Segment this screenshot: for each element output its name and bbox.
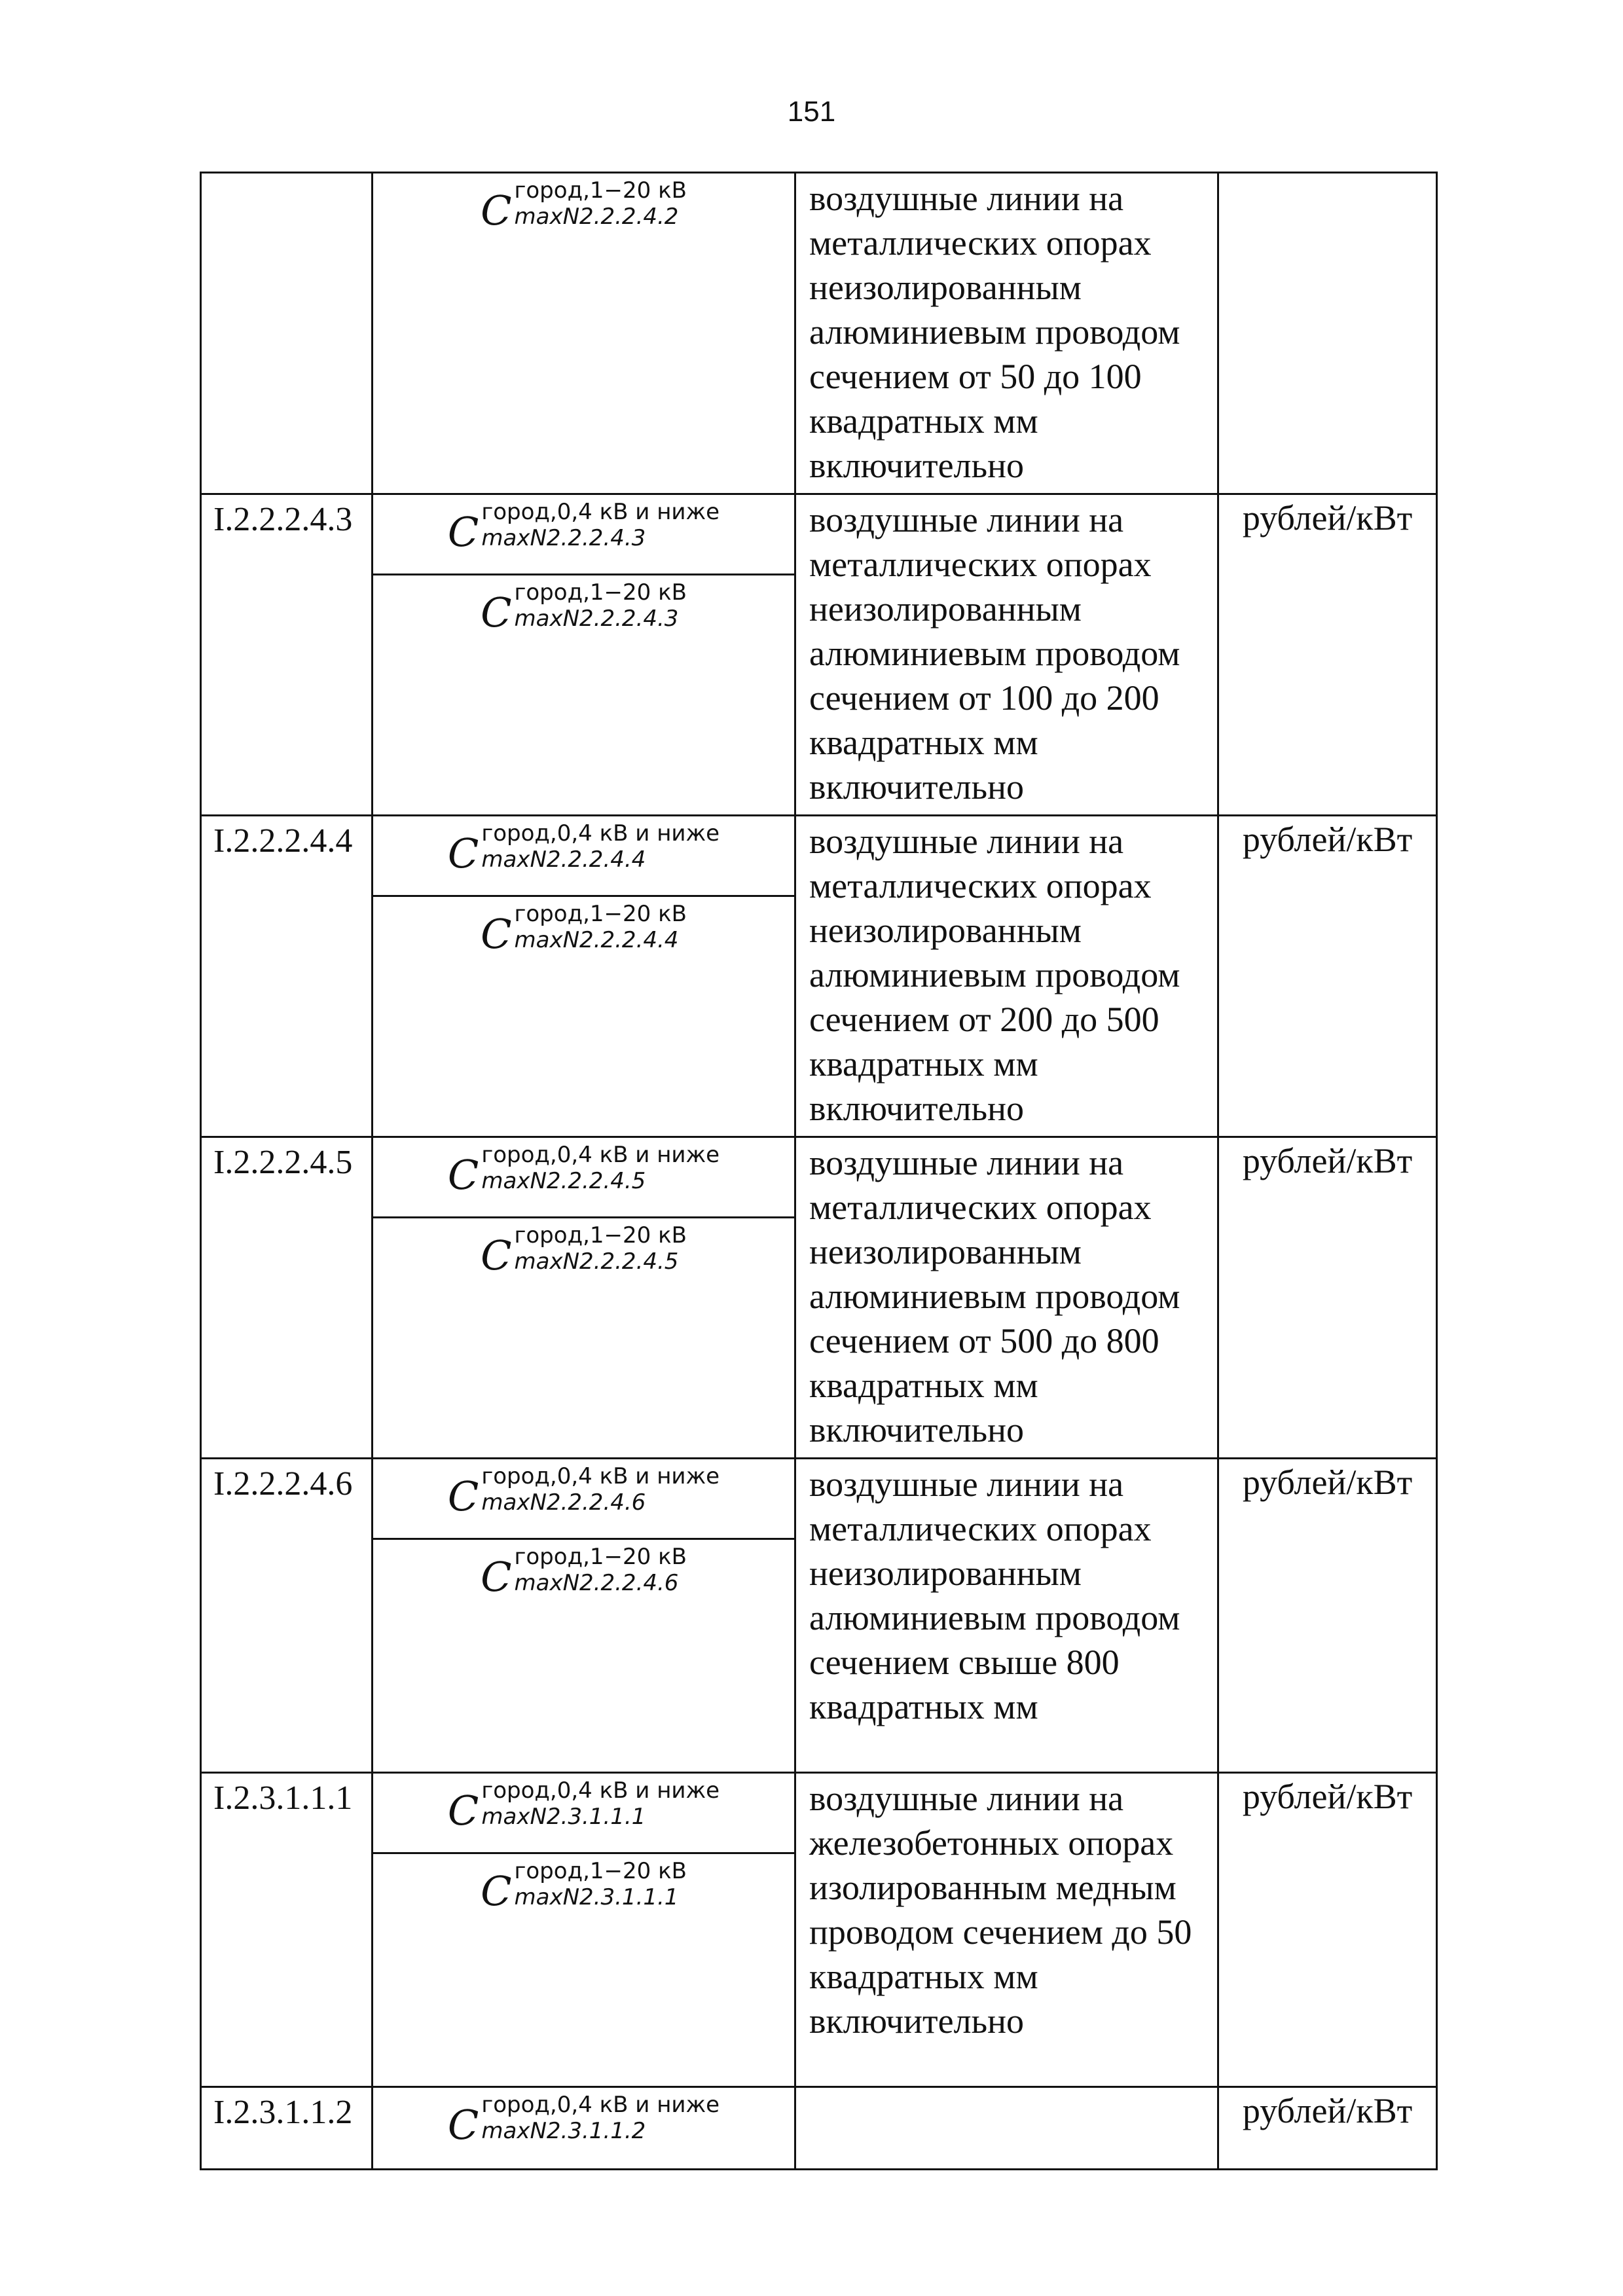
unit-cell: рублей/кВт [1218,816,1437,1137]
description-cell: воздушные линии на металлических опорах неизолированным алюминиевым проводом сечением от 200 до 500 квадратных мм включительно [795,816,1218,1137]
formula [373,901,794,958]
formula-block [373,1459,794,1538]
formula-scripts [481,499,720,551]
formula-scripts [515,177,687,230]
formula-block [373,2088,794,2166]
formula-subscript: maxN2.2.2.4.4 [514,927,679,953]
code-cell: I.2.2.2.4.5 [201,1137,373,1459]
formula-superscript: город,1−20 кВ [514,1222,687,1248]
formula-base: C [447,508,479,556]
code-cell: I.2.3.1.1.2 [201,2087,373,2170]
formula [373,499,794,556]
formula-block [373,1774,794,1852]
unit-cell: рублей/кВт [1218,1459,1437,1773]
formula-subscript: maxN2.2.2.4.6 [481,1489,646,1516]
formula-base: C [481,187,512,234]
formula-base: C [447,1787,479,1834]
table-row [201,1137,1437,1459]
formula-base: C [481,589,512,636]
formula-superscript: город,0,4 кВ и ниже [481,1463,720,1489]
formula [373,1142,794,1199]
table-row [201,1773,1437,2087]
formula-scripts [481,1142,720,1194]
formula [373,1463,794,1520]
formula-scripts [515,579,687,632]
formula-scripts [481,2092,720,2144]
formula-base: C [447,2101,479,2149]
formula-scripts [515,1222,687,1275]
formula [373,1777,794,1834]
unit-cell [1218,173,1437,494]
formula-block [373,816,794,895]
formula-cell [373,173,795,494]
formula-superscript: город,0,4 кВ и ниже [481,1777,720,1804]
description-cell: воздушные линии на железобетонных опорах изолированным медным проводом сечением до 50 квадратных мм включительно [795,1773,1218,2087]
table-body [201,173,1437,2170]
table-row [201,816,1437,1137]
formula-subscript: maxN2.2.2.4.3 [514,606,679,632]
formula-subscript: maxN2.3.1.1.2 [481,2118,646,2144]
formula-scripts [481,820,720,873]
description-cell: воздушные линии на металлических опорах неизолированным алюминиевым проводом сечением от 100 до 200 квадратных мм включительно [795,494,1218,816]
formula-block [373,1538,794,1618]
table-row [201,494,1437,816]
formula-base: C [481,1553,512,1601]
formula-subscript: maxN2.2.2.4.4 [481,847,646,873]
table-row [201,1459,1437,1773]
description-cell: воздушные линии на металлических опорах неизолированным алюминиевым проводом сечением свыше 800 квадратных мм [795,1459,1218,1773]
formula-subscript: maxN2.3.1.1.1 [514,1884,679,1910]
table-row [201,2087,1437,2170]
formula-subscript: maxN2.3.1.1.1 [481,1804,646,1830]
formula-base: C [481,1867,512,1915]
formula-base: C [447,829,479,877]
formula-scripts [515,901,687,953]
formula [373,1222,794,1279]
formula-superscript: город,1−20 кВ [514,579,687,606]
formula [373,2092,794,2149]
formula-superscript: город,1−20 кВ [514,177,687,204]
unit-cell: рублей/кВт [1218,494,1437,816]
formula-base: C [481,1231,512,1279]
formula [373,1858,794,1915]
table-row [201,173,1437,494]
formula-block [373,1138,794,1216]
code-cell: I.2.2.2.4.3 [201,494,373,816]
description-cell: воздушные линии на металлических опорах неизолированным алюминиевым проводом сечением от 500 до 800 квадратных мм включительно [795,1137,1218,1459]
unit-cell: рублей/кВт [1218,1773,1437,2087]
formula-superscript: город,0,4 кВ и ниже [481,1142,720,1168]
formula-base: C [481,910,512,958]
formula-cell [373,816,795,1137]
description-cell: воздушные линии на металлических опорах неизолированным алюминиевым проводом сечением от 50 до 100 квадратных мм включительно [795,173,1218,494]
formula-block [373,1216,794,1297]
formula-cell [373,1137,795,1459]
code-cell: I.2.3.1.1.1 [201,1773,373,2087]
formula-superscript: город,1−20 кВ [514,1858,687,1884]
formula-scripts [515,1858,687,1910]
formula [373,1544,794,1601]
formula-superscript: город,0,4 кВ и ниже [481,499,720,525]
code-cell: I.2.2.2.4.4 [201,816,373,1137]
formula-subscript: maxN2.2.2.4.6 [514,1570,679,1596]
tariff-table [200,172,1438,2170]
code-cell: I.2.2.2.4.6 [201,1459,373,1773]
formula-block [373,173,794,252]
formula-scripts [481,1777,720,1830]
formula-subscript: maxN2.2.2.4.2 [514,204,679,230]
formula [373,579,794,636]
formula-subscript: maxN2.2.2.4.3 [481,525,646,551]
formula-scripts [481,1463,720,1516]
formula-superscript: город,0,4 кВ и ниже [481,820,720,847]
formula-cell [373,2087,795,2170]
formula [373,820,794,877]
unit-cell: рублей/кВт [1218,2087,1437,2170]
formula-base: C [447,1151,479,1199]
description-cell [795,2087,1218,2170]
formula [373,177,794,234]
formula-block [373,1852,794,1933]
unit-cell: рублей/кВт [1218,1137,1437,1459]
formula-base: C [447,1472,479,1520]
formula-block [373,895,794,975]
formula-scripts [515,1544,687,1596]
formula-superscript: город,1−20 кВ [514,901,687,927]
formula-subscript: maxN2.2.2.4.5 [481,1168,646,1194]
formula-cell [373,1459,795,1773]
formula-cell [373,1773,795,2087]
page-number: 151 [787,96,836,128]
formula-superscript: город,0,4 кВ и ниже [481,2092,720,2118]
formula-superscript: город,1−20 кВ [514,1544,687,1570]
formula-block [373,495,794,574]
formula-cell [373,494,795,816]
code-cell [201,173,373,494]
formula-subscript: maxN2.2.2.4.5 [514,1248,679,1275]
formula-block [373,574,794,654]
